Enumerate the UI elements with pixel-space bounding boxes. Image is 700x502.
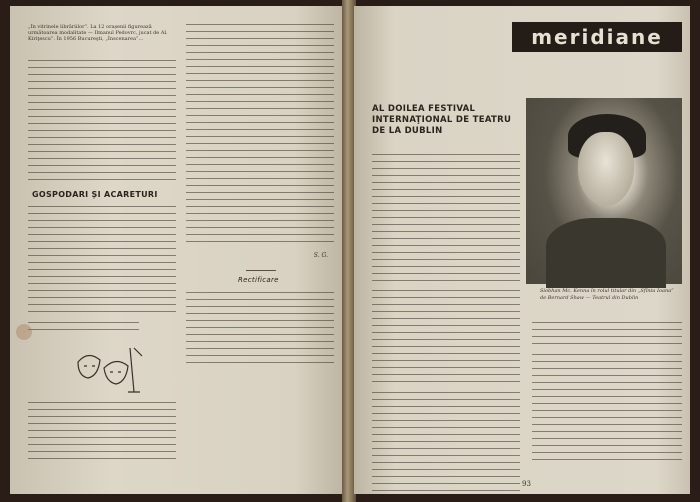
paragraph-block xyxy=(28,322,139,336)
paragraph-block xyxy=(186,24,334,248)
actress-photo xyxy=(526,98,682,284)
heading-gospodari: GOSPODARI ȘI ACARETURI xyxy=(32,190,158,199)
section-divider xyxy=(246,270,276,271)
paragraph-block xyxy=(28,60,176,186)
paragraph-block xyxy=(372,392,520,494)
signature: S. G. xyxy=(313,252,328,259)
left-column-2 xyxy=(186,24,334,464)
stain xyxy=(16,324,32,340)
page-number: 93 xyxy=(522,480,531,488)
right-column-1 xyxy=(372,154,520,474)
left-column-1 xyxy=(28,24,176,464)
heading-rectificare: Rectificare xyxy=(238,276,279,284)
paragraph-block xyxy=(28,206,176,318)
right-page xyxy=(354,6,690,494)
masks-illustration xyxy=(68,342,148,402)
intro-lead-text: „În vitrinele librăriilor”. La 12 orașenii figurează următoarea modalitate — Ilmanul Pedovrc, jucat de Al. Kiriţescu”. În 1956 Bucureşti, „Înscenarea”... xyxy=(28,24,168,42)
paragraph-block xyxy=(28,402,176,464)
photo-figure-body xyxy=(546,218,666,288)
paragraph-block xyxy=(532,354,682,466)
paragraph-block xyxy=(532,322,682,350)
paragraph-block xyxy=(372,154,520,286)
section-banner xyxy=(512,22,682,52)
right-column-2 xyxy=(532,322,682,472)
photo-figure-face xyxy=(578,132,634,206)
paragraph-block xyxy=(372,290,520,388)
banner-title: meridiane xyxy=(531,25,663,49)
article-title: AL DOILEA FESTIVAL INTERNAŢIONAL DE TEATRU DE LA DUBLIN xyxy=(372,104,512,136)
paragraph-block xyxy=(186,292,334,368)
photo-caption: Siobhan Mc. Kenna în rolul titular din „Sfînta Ioana” de Bernard Shaw — Teatrul din Dublin xyxy=(540,288,674,301)
left-page xyxy=(10,6,344,494)
